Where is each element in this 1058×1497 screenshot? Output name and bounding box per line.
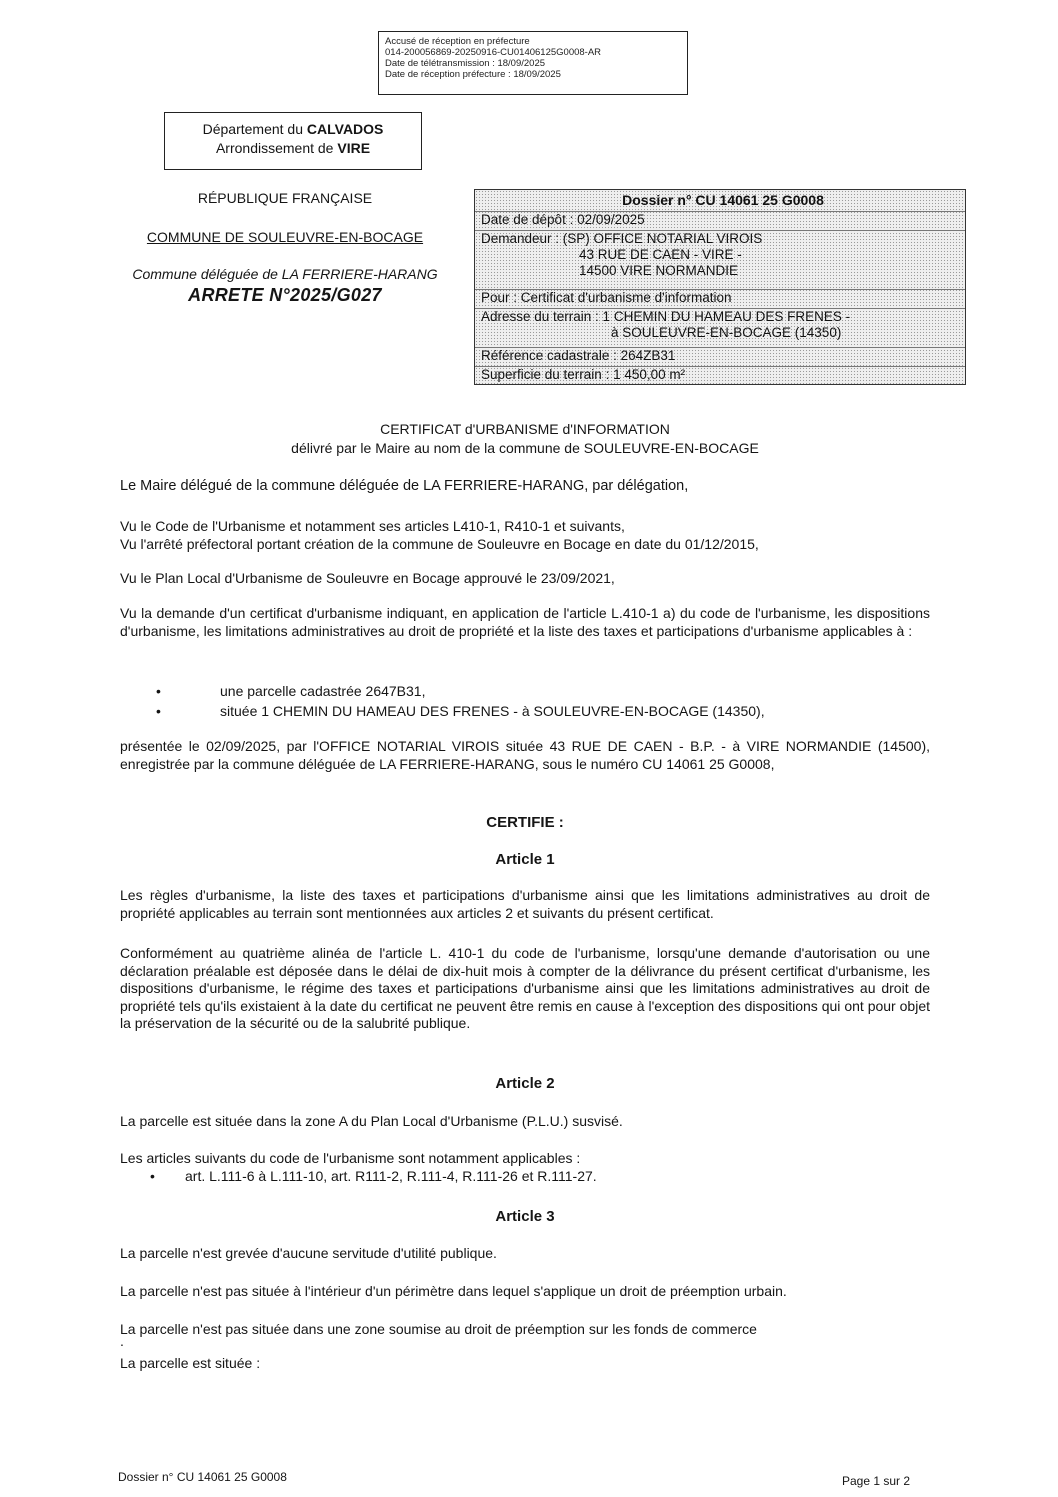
commune-title: COMMUNE DE SOULEUVRE-EN-BOCAGE (146, 229, 424, 245)
receipt-line-2: 014-200056869-20250916-CU01406125G0008-AR (385, 47, 602, 58)
republique-title: RÉPUBLIQUE FRANÇAISE (197, 190, 373, 206)
department-prefix: Département du (202, 121, 307, 137)
pour-line: Pour : Certificat d'urbanisme d'information (475, 289, 965, 306)
arrondissement-prefix: Arrondissement de (215, 140, 338, 156)
arrondissement-name: VIRE (337, 140, 371, 156)
article-1-paragraph-1: Les règles d'urbanisme, la liste des taxes et participations d'urbanisme ainsi que les limitations administratives au droit de propriété applicables au terrain sont mentionnées aux articles 2 et suivants du présent certificat. (120, 887, 930, 921)
article-3-heading: Article 3 (495, 1208, 555, 1225)
vu-arrete-prefectoral: Vu l'arrêté préfectoral portant création de la commune de Souleuvre en Bocage en date du 01/12/2015, (120, 535, 759, 552)
vu-code-urbanisme: Vu le Code de l'Urbanisme et notamment ses articles L410-1, R410-1 et suivants, (120, 518, 625, 534)
article-3-paragraph-1: La parcelle n'est grevée d'aucune servitude d'utilité publique. (120, 1245, 497, 1261)
certificat-title-line-1: CERTIFICAT d'URBANISME d'INFORMATION (380, 421, 670, 437)
arrete-number: ARRETE N°2025/G027 (188, 285, 382, 305)
vu-block-1 (120, 518, 930, 553)
article-1-paragraph-2: Conformément au quatrième alinéa de l'article L. 410-1 du code de l'urbanisme, lorsqu'une demande d'autorisation ou une déclaration préalable est déposée dans le délai de dix-huit mois à compter de la délivrance du présent certificat d'urbanisme, les dispositions d'urbanisme, le régime des taxes et participations d'urbanisme ainsi que les limitations administratives au droit de propriété tels qu'ils existaient à la date du certificat ne peuvent être remis en cause à l'exception des dispositions qui ont pour objet la préservation de la sécurité ou de la salubrité publique. (120, 945, 930, 1031)
date-depot: Date de dépôt : 02/09/2025 (475, 211, 965, 228)
commune-deleguee: Commune déléguée de LA FERRIERE-HARANG (132, 266, 438, 282)
demandeur-line-3: 14500 VIRE NORMANDIE (579, 263, 739, 278)
certifie-heading: CERTIFIE : (486, 814, 564, 831)
department-box (164, 112, 422, 170)
article-3-paragraph-2: La parcelle n'est pas située à l'intérieur d'un périmètre dans lequel s'applique un droit de préemption urbain. (120, 1283, 787, 1299)
certificat-title-line-2: délivré par le Maire au nom de la commune de SOULEUVRE-EN-BOCAGE (291, 440, 759, 456)
arrondissement-line (165, 139, 421, 158)
receipt-line-4: Date de réception préfecture : 18/09/2025 (385, 69, 561, 80)
footer-page: Page 1 sur 2 (842, 1474, 911, 1488)
bullet-parcelle-text: une parcelle cadastrée 2647B31, (220, 683, 426, 699)
article-2-paragraph-2: Les articles suivants du code de l'urbanisme sont notamment applicables : (120, 1150, 581, 1166)
demandeur-line-1: Demandeur : (SP) OFFICE NOTARIAL VIROIS (481, 231, 763, 246)
certificat-title (120, 420, 930, 458)
bullet-dot: • (156, 683, 161, 699)
department-name: CALVADOS (306, 121, 384, 137)
receipt-box (378, 31, 688, 95)
article-3-dot: . (120, 1333, 124, 1349)
dossier-number: Dossier n° CU 14061 25 G0008 (622, 192, 824, 208)
superficie-terrain: Superficie du terrain : 1 450,00 m² (475, 366, 965, 383)
article-3-paragraph-3: La parcelle n'est pas située dans une zone soumise au droit de préemption sur les fonds de commerce (120, 1321, 757, 1337)
receipt-line-1: Accusé de réception en préfecture (385, 36, 530, 47)
department-line (165, 120, 421, 139)
article-2-heading: Article 2 (495, 1075, 555, 1092)
reference-cadastrale: Référence cadastrale : 264ZB31 (475, 347, 965, 364)
adresse-line-2: à SOULEUVRE-EN-BOCAGE (14350) (611, 325, 842, 340)
vu-plu: Vu le Plan Local d'Urbanisme de Souleuvre en Bocage approuvé le 23/09/2021, (120, 570, 615, 586)
article-1-heading: Article 1 (495, 851, 555, 868)
footer-dossier: Dossier n° CU 14061 25 G0008 (118, 1470, 287, 1484)
article-2-paragraph-1: La parcelle est située dans la zone A du Plan Local d'Urbanisme (P.L.U.) susvisé. (120, 1113, 623, 1129)
article-2-bullet-text: art. L.111-6 à L.111-10, art. R111-2, R.111-4, R.111-26 et R.111-27. (185, 1168, 597, 1184)
vu-demande: Vu la demande d'un certificat d'urbanisme indiquant, en application de l'article L.410-1 a) du code de l'urbanisme, les dispositions d'urbanisme, les limitations administratives au droit de propriété et la liste des taxes et participations d'urbanisme applicables à : (120, 605, 930, 639)
demandeur-line-2: 43 RUE DE CAEN - VIRE - (579, 247, 742, 262)
dossier-box (474, 189, 966, 385)
article-3-paragraph-4: La parcelle est située : (120, 1355, 261, 1371)
demandeur-block (475, 230, 965, 288)
bullet-dot: • (156, 703, 161, 719)
maire-line: Le Maire délégué de la commune déléguée de LA FERRIERE-HARANG, par délégation, (120, 478, 689, 494)
presentee-paragraph: présentée le 02/09/2025, par l'OFFICE NOTARIAL VIROIS située 43 RUE DE CAEN - B.P. - à VIRE NORMANDIE (14500), enregistrée par la commune déléguée de LA FERRIERE-HARANG, sous le numéro CU 14061 25 G0008, (120, 738, 930, 772)
receipt-line-3: Date de télétransmission : 18/09/2025 (385, 58, 546, 69)
adresse-line-1: Adresse du terrain : 1 CHEMIN DU HAMEAU DES FRENES - (481, 309, 851, 324)
bullet-situee-text: située 1 CHEMIN DU HAMEAU DES FRENES - à SOULEUVRE-EN-BOCAGE (14350), (220, 703, 765, 719)
bullet-dot: • (150, 1168, 155, 1184)
adresse-block (475, 308, 965, 346)
